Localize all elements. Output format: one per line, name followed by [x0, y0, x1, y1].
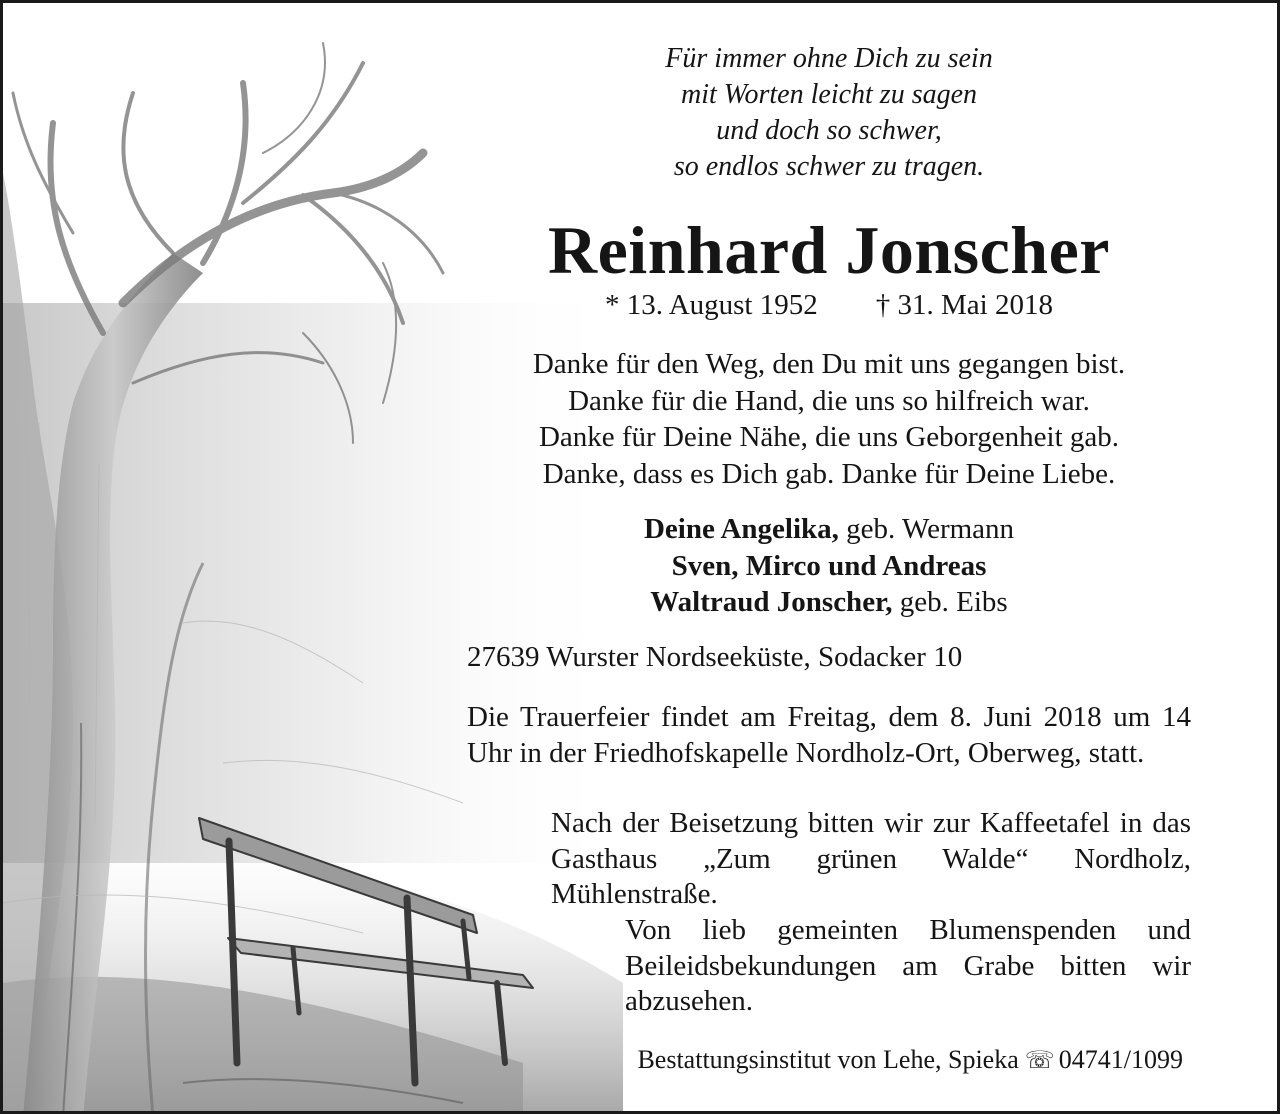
death-date: † 31. Mai 2018	[875, 289, 1053, 321]
poem-line: so endlos schwer zu tragen.	[673, 151, 985, 182]
mourners-list	[467, 511, 1191, 621]
undertaker-name: Bestattungsinstitut von Lehe, Spieka	[637, 1045, 1019, 1074]
thanks-line: Danke, dass es Dich gab. Danke für Deine Liebe.	[542, 457, 1116, 490]
memorial-poem	[467, 41, 1191, 185]
birth-date: * 13. August 1952	[605, 289, 818, 321]
mourner-line	[467, 548, 1191, 585]
flowers-request: Von lieb gemeinten Blumenspenden und Beileidsbekundungen am Grabe bitten wir abzusehen.	[625, 914, 1191, 1017]
poem-line: und doch so schwer,	[716, 115, 942, 146]
thanks-line: Danke für Deine Nähe, die uns Geborgenheit gab.	[538, 421, 1120, 453]
mourner-line	[467, 584, 1191, 621]
undertaker-footer	[467, 1043, 1183, 1077]
life-dates	[467, 287, 1191, 323]
thanks-verse	[467, 346, 1191, 492]
poem-line: Für immer ohne Dich zu sein	[665, 43, 993, 74]
thanks-line: Danke für den Weg, den Du mit uns gegangen bist.	[532, 348, 1126, 380]
deceased-name: Reinhard Jonscher	[548, 212, 1110, 288]
telephone-icon: ☏	[1024, 1046, 1055, 1074]
funeral-announcement: Die Trauerfeier findet am Freitag, dem 8. Juni 2018 um 14 Uhr in der Friedhofskapelle Nordholz-Ort, Oberweg, statt.	[467, 701, 1191, 769]
mourner-maiden-name: geb. Eibs	[892, 586, 1008, 618]
coffee-invitation: Nach der Beisetzung bitten wir zur Kaffeetafel in das Gasthaus „Zum grünen Walde“ Nordholz, Mühlenstraße.	[551, 807, 1191, 910]
undertaker-phone: 04741/1099	[1058, 1045, 1183, 1074]
mourner-name: Sven, Mirco und Andreas	[671, 549, 987, 582]
notice-text	[3, 3, 1280, 1114]
poem-line: mit Worten leicht zu sagen	[680, 79, 978, 110]
mourner-name: Waltraud Jonscher,	[650, 586, 893, 618]
family-address: 27639 Wurster Nordseeküste, Sodacker 10	[467, 641, 963, 673]
mourner-name: Deine Angelika,	[643, 513, 839, 545]
mourner-line	[467, 511, 1191, 548]
thanks-line: Danke für die Hand, die uns so hilfreich war.	[568, 384, 1090, 417]
mourner-maiden-name: geb. Wermann	[838, 513, 1015, 545]
